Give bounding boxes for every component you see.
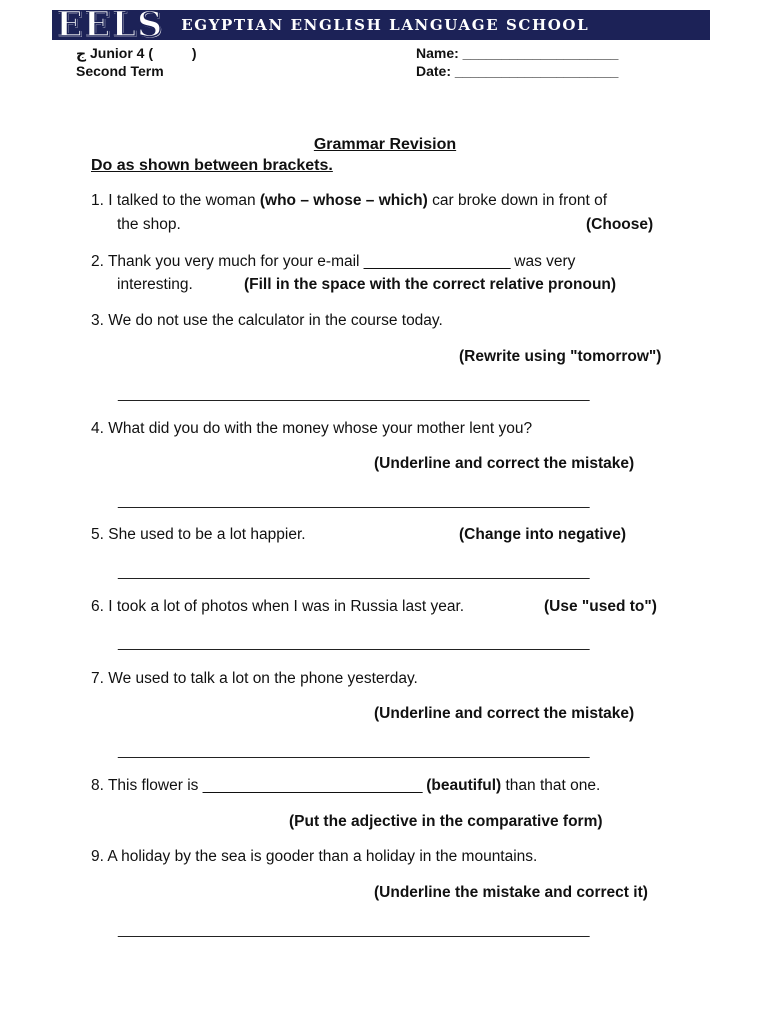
question-8 bbox=[91, 777, 600, 795]
question-6-instruction: (Use "used to") bbox=[544, 598, 657, 615]
question-6: 6. I took a lot of photos when I was in Russia last year. bbox=[91, 598, 465, 615]
name-field: Name: ____________________ bbox=[416, 45, 619, 61]
answer-line-5[interactable]: __________________________________________________________ bbox=[118, 563, 589, 580]
question-5: 5. She used to be a lot happier. bbox=[91, 526, 306, 543]
fill-blank[interactable]: __________________ bbox=[363, 253, 510, 270]
question-9-instruction: (Underline the mistake and correct it) bbox=[374, 884, 648, 901]
instructions-heading: Do as shown between brackets. bbox=[91, 157, 333, 174]
question-8-instruction: (Put the adjective in the comparative form) bbox=[289, 813, 603, 830]
question-7-instruction: (Underline and correct the mistake) bbox=[374, 705, 635, 722]
question-4: 4. What did you do with the money whose your mother lent you? bbox=[91, 420, 533, 437]
answer-line-4[interactable]: __________________________________________________________ bbox=[118, 492, 589, 509]
question-3-instruction: (Rewrite using "tomorrow") bbox=[459, 348, 662, 365]
question-1 bbox=[91, 192, 607, 210]
question-text: 1. I talked to the woman bbox=[91, 192, 260, 209]
page-title: Grammar Revision bbox=[313, 136, 457, 153]
answer-line-3[interactable]: __________________________________________________________ bbox=[118, 385, 589, 402]
answer-line-6[interactable]: __________________________________________________________ bbox=[118, 634, 589, 651]
question-text-end: car broke down in front of bbox=[427, 192, 608, 209]
term-line: Second Term bbox=[76, 63, 164, 79]
question-text-end: than that one. bbox=[501, 777, 601, 794]
question-text: 2. Thank you very much for your e-mail bbox=[91, 253, 364, 270]
question-2-line2: interesting. bbox=[117, 276, 193, 293]
question-9: 9. A holiday by the sea is gooder than a holiday in the mountains. bbox=[91, 848, 538, 865]
choice-options: (who – whose – which) bbox=[259, 192, 428, 209]
question-text-end: was very bbox=[509, 253, 576, 270]
question-5-instruction: (Change into negative) bbox=[459, 526, 627, 543]
question-4-instruction: (Underline and correct the mistake) bbox=[374, 455, 635, 472]
question-2-instruction: (Fill in the space with the correct relative pronoun) bbox=[244, 276, 617, 293]
school-logo: EELS bbox=[52, 10, 167, 40]
base-adjective: (beautiful) bbox=[426, 777, 502, 794]
question-7: 7. We used to talk a lot on the phone yesterday. bbox=[91, 670, 418, 687]
answer-line-7[interactable]: __________________________________________________________ bbox=[118, 742, 589, 759]
question-2 bbox=[91, 253, 575, 271]
question-1-instruction: (Choose) bbox=[586, 216, 654, 233]
class-line: ج Junior 4 ( ) bbox=[76, 45, 197, 61]
school-banner bbox=[52, 10, 710, 40]
school-name: EGYPTIAN ENGLISH LANGUAGE SCHOOL bbox=[181, 16, 590, 34]
question-1-line2: the shop. bbox=[117, 216, 181, 233]
fill-blank[interactable]: ___________________________ bbox=[202, 777, 422, 794]
answer-line-9[interactable]: __________________________________________________________ bbox=[118, 921, 589, 938]
question-3: 3. We do not use the calculator in the course today. bbox=[91, 312, 443, 329]
question-text: 8. This flower is bbox=[91, 777, 203, 794]
date-field: Date: _____________________ bbox=[416, 63, 619, 79]
